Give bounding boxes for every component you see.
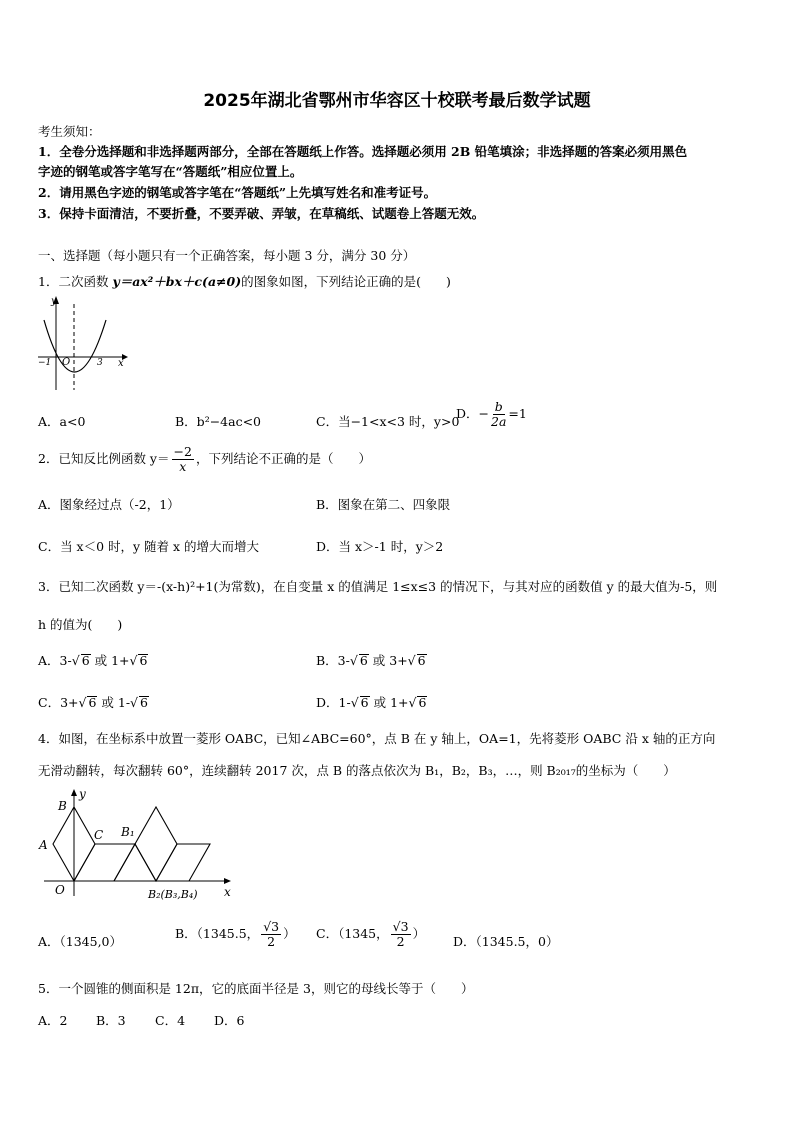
q5-stem: 5．一个圆锥的侧面积是 12π，它的底面半径是 3，则它的母线长等于（ ） [38,981,474,996]
q5-option-a: A．2 [38,1013,68,1028]
q5-option-d: D．6 [214,1013,245,1028]
q2-option-a: A．图象经过点（-2，1） [38,497,180,512]
q1-option-b: B．b²−4ac<0 [175,414,262,429]
notice-item-1: 1．全卷分选择题和非选择题两部分，全部在答题纸上作答。选择题必须用 2B 铅笔填涂；非选择题的答案必须用黑色 [38,144,688,159]
q2-option-d: D．当 x＞-1 时，y＞2 [316,539,444,554]
q3-option-d-part1: D．1- [316,695,351,710]
q2-frac-num: −2 [173,444,192,459]
q1-option-a: A．a<0 [38,414,86,429]
q4-label-c: C [94,828,104,842]
q1-option-d [456,400,527,429]
q2-option-b: B．图象在第二、四象限 [316,497,451,512]
q4-rhombus-step3 [135,807,177,881]
q3-option-b: B．3-√ 6 或 3+√ 6 [316,653,426,668]
q2-stem-a: 2．已知反比例函数 y＝ [38,451,170,466]
q3-stem-line-1: 3．已知二次函数 y＝-(x-h)²+1(为常数)，在自变量 x 的值满足 1≤x≤3 的情况下，与其对应的函数值 y 的最大值为-5，则 [38,579,718,594]
q4-option-c-num: √3 [392,919,409,934]
q1-option-d-prefix: D．− [456,406,489,421]
q1-stem-a: 1．二次函数 [38,274,113,289]
q2-stem [38,445,371,474]
q1-option-d-num: b [494,399,503,414]
q2-option-c: C．当 x＜0 时，y 随着 x 的增大而增大 [38,539,260,554]
q1-option-c: C．当−1<x<3 时，y>0 [316,414,460,429]
q4-option-b-part2: ） [283,926,296,941]
q3-option-b-root2: 6 [417,653,426,668]
q1-origin-label: O [62,357,71,368]
q4-label-o: O [55,883,65,897]
q4-label-x: x [224,885,231,899]
q4-option-b-num: √3 [263,919,280,934]
q1-x-label: x [118,358,124,369]
q4-y-arrow [71,789,77,796]
q3-option-d-part2: 或 1+ [369,695,409,710]
q4-option-c-part1: C．（1345， [316,926,389,941]
q4-label-b1: B₁ [121,825,135,839]
q4-option-d: D．（1345.5，0） [453,934,559,949]
notice-heading: 考生须知： [38,124,101,139]
q3-option-a-part1: A．3- [38,653,72,668]
q3-option-a-root1: 6 [81,653,90,668]
q3-option-c: C．3+√ 6 或 1-√ 6 [38,695,148,710]
q3-option-a-root2: 6 [139,653,148,668]
q4-label-y: y [79,787,86,801]
q4-x-arrow [224,878,231,884]
q2-stem-b: ，下列结论不正确的是（ ） [195,451,371,466]
q3-option-b-part1: B．3- [316,653,350,668]
q3-option-a: A．3-√ 6 或 1+√ 6 [38,653,148,668]
q4-rhombus-step1 [74,844,135,881]
q4-rhombus-figure [34,786,239,906]
q3-option-c-root1: 6 [88,695,97,710]
q3-option-c-part1: C．3+ [38,695,79,710]
q4-rhombus-step2 [114,844,156,881]
q4-label-a: A [39,838,48,852]
q3-option-d: D．1-√ 6 或 1+√ 6 [316,695,427,710]
q4-label-b: B [58,799,67,813]
notice-item-3: 3．保持卡面清洁，不要折叠，不要弄破、弄皱，在草稿纸、试题卷上答题无效。 [38,206,485,221]
notice-item-1-cont: 字迹的钢笔或答字笔写在“答题纸”相应位置上。 [38,164,303,179]
q3-option-a-part2: 或 1+ [90,653,130,668]
q1-neg1-label: −1 [38,358,52,368]
q1-option-d-suffix: =1 [508,406,527,421]
q1-stem-b: 的图象如图，下列结论正确的是( ) [241,274,451,289]
q1-stem-expr: y＝ax²＋bx＋c(a≠0) [112,274,242,289]
q4-option-c-part2: ） [412,926,426,941]
q1-y-label: y [51,296,57,307]
q3-stem-line-2: h 的值为( ) [38,617,123,632]
q2-frac-den: x [179,459,187,474]
section-heading: 一、选择题（每小题只有一个正确答案，每小题 3 分，满分 30 分） [38,248,416,263]
q4-option-a: A．（1345,0） [38,934,123,949]
q4-stem-line-2: 无滑动翻转，每次翻转 60°，连续翻转 2017 次，点 B 的落点依次为 B₁，B₂，B₃，…，则 B₂₀₁₇的坐标为（ ） [38,763,676,778]
q3-option-c-part2: 或 1- [97,695,131,710]
q4-label-b2: B₂(B₃,B₄) [148,888,198,901]
q1-parabola-graph [36,292,128,392]
page-title: 2025年湖北省鄂州市华容区十校联考最后数学试题 [203,91,591,111]
q3-option-d-root2: 6 [418,695,427,710]
q4-rhombus-step4 [156,844,210,881]
q4-option-b [175,920,296,949]
q5-option-c: C．4 [155,1013,186,1028]
q4-option-c [316,920,425,949]
q3-option-b-root1: 6 [359,653,368,668]
q4-option-c-den: 2 [396,934,405,949]
q4-stem-line-1: 4．如图，在坐标系中放置一菱形 OABC，已知∠ABC=60°，点 B 在 y 轴上，OA=1，先将菱形 OABC 沿 x 轴的正方向 [38,731,716,746]
q5-option-b: B．3 [96,1013,126,1028]
q4-option-b-part1: B．（1345.5， [175,926,260,941]
q1-three-label: 3 [97,358,103,368]
q1-option-d-den: 2a [491,414,507,429]
q3-option-b-part2: 或 3+ [368,653,408,668]
notice-item-2: 2．请用黑色字迹的钢笔或答字笔在“答题纸”上先填写姓名和准考证号。 [38,185,437,200]
q4-option-b-den: 2 [267,934,276,949]
q3-option-c-root2: 6 [140,695,148,710]
q1-stem [38,272,451,290]
q3-option-d-root1: 6 [360,695,369,710]
